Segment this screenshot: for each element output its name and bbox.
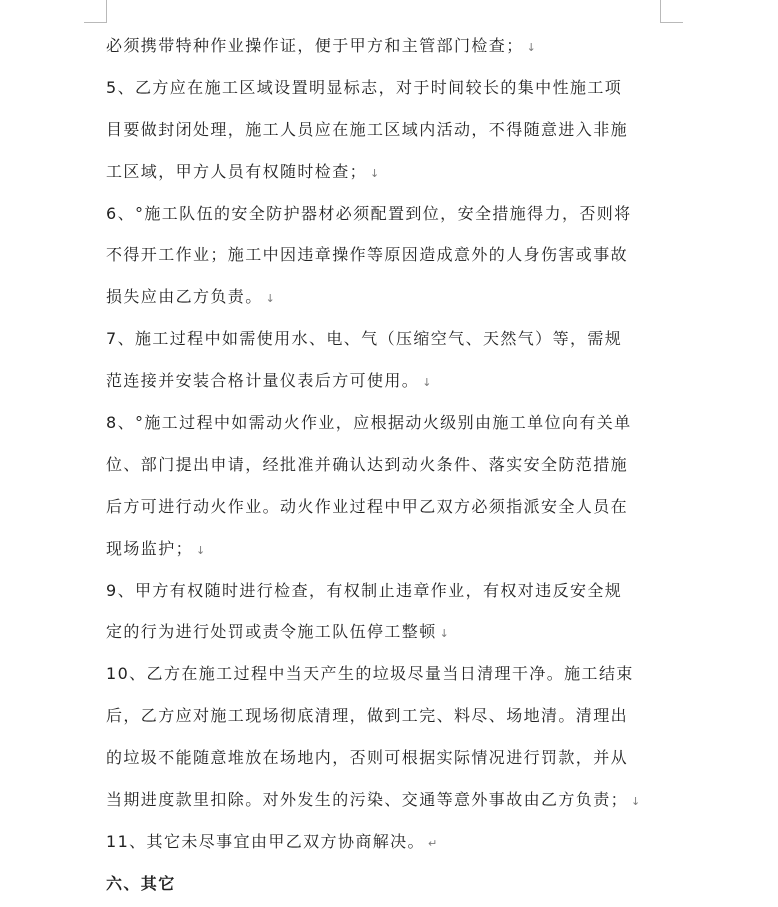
text-line [106,360,676,402]
text-line-content: 后方可进行动火作业。动火作业过程中甲乙双方必须指派安全人员在 [106,496,629,516]
text-line-content: 8、°施工过程中如需动火作业，应根据动火级别由施工单位向有关单 [106,413,632,433]
text-line [106,611,676,653]
text-line-content: 范连接并安装合格计量仪表后方可使用。 [106,371,420,391]
text-line-content: 7、施工过程中如需使用水、电、气（压缩空气、天然气）等，需规 [106,329,623,349]
text-line [106,737,676,779]
text-line [106,695,676,737]
text-line-content: 现场监护； [106,538,194,558]
text-line-content: 10、乙方在施工过程中当天产生的垃圾尽量当日清理干净。施工结束 [106,664,634,684]
text-line-content: 位、部门提出申请，经批准并确认达到动火条件、落实安全防范措施 [106,454,629,474]
text-line-content: 目要做封闭处理，施工人员应在施工区域内活动，不得随意进入非施 [106,119,629,139]
text-line [106,276,676,318]
text-line-content: 六、其它 [106,873,176,893]
text-line [106,25,676,67]
text-line [106,863,676,905]
text-line-content: 损失应由乙方负责。 [106,287,263,307]
paragraph-mark-icon: ↓ [265,292,275,306]
text-line [106,779,676,821]
text-line [106,444,676,486]
text-line [106,821,676,863]
paragraph-mark-icon: ↓ [631,795,641,809]
text-line [106,528,676,570]
text-line [106,486,676,528]
text-line-content: 11、其它未尽事宜由甲乙双方协商解决。 [106,831,425,851]
text-line [106,318,676,360]
text-line [106,193,676,235]
text-line-content: 必须携带特种作业操作证，便于甲方和主管部门检查； [106,36,524,55]
text-line [106,234,676,276]
text-line-content: 6、°施工队伍的安全防护器材必须配置到位，安全措施得力，否则将 [106,203,632,223]
text-line [106,67,676,109]
text-line-content: 5、乙方应在施工区域设置明显标志，对于时间较长的集中性施工项 [106,77,623,97]
text-line-content: 后，乙方应对施工现场彻底清理，做到工完、料尽、场地清。清理出 [106,706,629,726]
text-line [106,109,676,151]
paragraph-mark-icon: ↓ [196,543,206,557]
paragraph-mark-icon: ↵ [427,836,438,850]
text-line-content: 定的行为进行处罚或责令施工队伍停工整顿 [106,622,437,642]
paragraph-mark-icon: ↓ [439,627,449,641]
text-line [106,402,676,444]
paragraph-mark-icon: ↓ [526,41,536,54]
text-line-content: 的垃圾不能随意堆放在场地内，否则可根据实际情况进行罚款，并从 [106,748,629,768]
text-line-content: 9、甲方有权随时进行检查，有权制止违章作业，有权对违反安全规 [106,580,623,600]
document-body[interactable] [106,25,676,905]
paragraph-mark-icon: ↓ [370,166,380,180]
text-line-content: 当期进度款里扣除。对外发生的污染、交通等意外事故由乙方负责； [106,790,629,810]
text-line-content: 不得开工作业；施工中因违章操作等原因造成意外的人身伤害或事故 [106,245,629,265]
top-left-margin-marker [84,0,107,23]
paragraph-mark-icon: ↓ [422,376,432,390]
text-line [106,570,676,612]
text-line-content: 工区域，甲方人员有权随时检查； [106,161,368,181]
text-line [106,151,676,193]
text-line [106,653,676,695]
top-right-margin-marker [660,0,683,23]
